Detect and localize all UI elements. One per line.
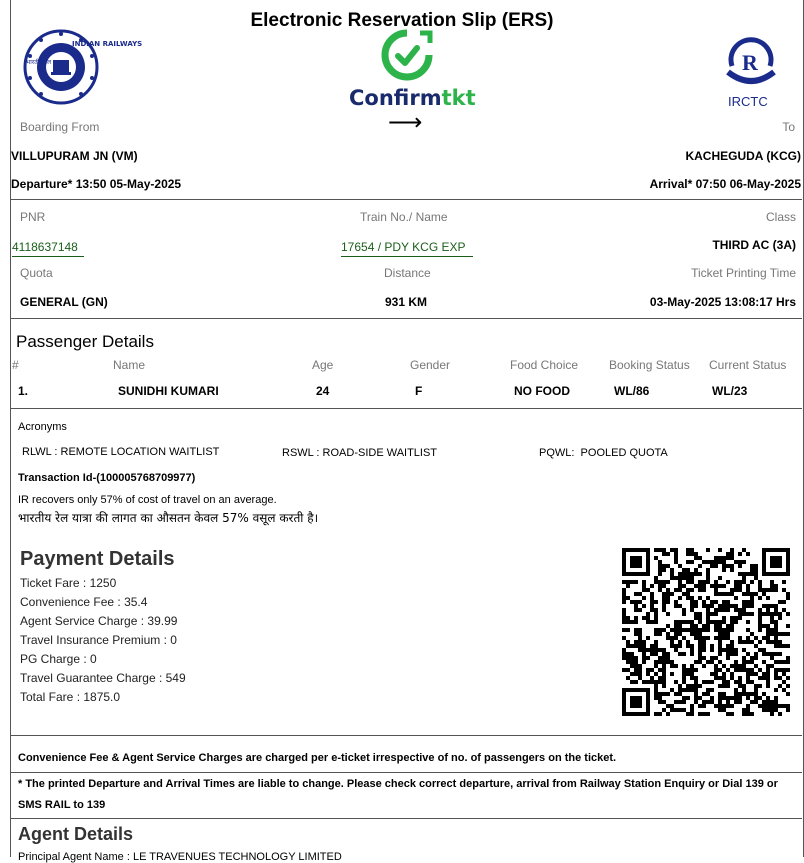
distance-label: Distance: [384, 266, 431, 280]
brand-confirm: Confirm: [349, 86, 442, 110]
pnr-label: PNR: [20, 210, 46, 224]
to-station: KACHEGUDA (KCG): [685, 149, 801, 163]
pg-charge: PG Charge : 0: [20, 652, 97, 666]
acronym-rswl: RSWL : ROAD-SIDE WAITLIST: [282, 447, 438, 459]
divider: [10, 199, 802, 200]
travel-guarantee-charge: Travel Guarantee Charge : 549: [20, 671, 186, 685]
indian-railways-logo: [22, 28, 143, 106]
page-title: Electronic Reservation Slip (ERS): [250, 10, 554, 31]
quota-label: Quota: [20, 266, 53, 280]
confirmtkt-wordmark: [349, 86, 476, 110]
distance-value: 931 KM: [385, 295, 428, 309]
agent-service-charge: Agent Service Charge : 39.99: [20, 614, 178, 628]
travel-insurance-premium: Travel Insurance Premium : 0: [20, 633, 177, 647]
confirmtkt-logo-icon: [382, 30, 432, 82]
principal-agent: Principal Agent Name : LE TRAVENUES TECHNOLOGY LIMITED: [18, 851, 342, 863]
passenger-food: NO FOOD: [514, 384, 570, 398]
pnr-underline: [12, 256, 84, 257]
passenger-current-status: WL/23: [712, 384, 748, 398]
passenger-gender: F: [415, 384, 423, 398]
convenience-fee: Convenience Fee : 35.4: [20, 595, 148, 609]
acronym-rlwl: RLWL : REMOTE LOCATION WAITLIST: [22, 446, 220, 458]
divider: [10, 318, 802, 319]
printing-label: Ticket Printing Time: [691, 266, 796, 280]
ir-note: IR recovers only 57% of cost of travel on an average.: [18, 494, 277, 506]
brand-tkt: tkt: [441, 86, 476, 110]
total-fare: Total Fare : 1875.0: [20, 690, 121, 704]
quota-value: GENERAL (GN): [20, 295, 108, 309]
train-underline: [341, 256, 473, 257]
train-value[interactable]: 17654 / PDY KCG EXP: [341, 240, 466, 254]
class-value: THIRD AC (3A): [712, 238, 796, 252]
payment-heading: Payment Details: [20, 548, 175, 570]
svg-text:भारतीय रेल: भारतीय रेल: [26, 59, 52, 66]
col-header-name: Name: [113, 358, 146, 372]
passenger-index: 1.: [18, 384, 29, 398]
acronyms-heading: Acronyms: [18, 421, 67, 433]
to-label: To: [782, 120, 795, 134]
divider: [10, 735, 802, 736]
times-note-line1: * The printed Departure and Arrival Times are liable to change. Please check correct departure, arrival from Railway Station Enquiry or Dial 139 or: [18, 778, 778, 790]
col-header-current-status: Current Status: [709, 358, 787, 372]
divider: [10, 818, 802, 819]
passenger-age: 24: [316, 384, 330, 398]
passenger-heading: Passenger Details: [16, 332, 154, 351]
irctc-logo-icon: [722, 32, 780, 90]
passenger-name: SUNIDHI KUMARI: [118, 384, 219, 398]
col-header-booking-status: Booking Status: [609, 358, 690, 372]
passenger-booking-status: WL/86: [614, 384, 650, 398]
svg-text:INDIAN RAILWAYS: INDIAN RAILWAYS: [72, 40, 143, 48]
acronym-pqwl: PQWL: POOLED QUOTA: [539, 447, 668, 459]
arrival-time: Arrival* 07:50 06-May-2025: [649, 177, 801, 191]
times-note-line2: SMS RAIL to 139: [18, 799, 106, 811]
departure-time: Departure* 13:50 05-May-2025: [11, 177, 182, 191]
payment-lines: [20, 574, 186, 707]
col-header-food: Food Choice: [510, 358, 579, 372]
ticket-fare: Ticket Fare : 1250: [20, 576, 117, 590]
class-label: Class: [765, 210, 796, 224]
divider: [10, 772, 802, 773]
from-station: VILLUPURAM JN (VM): [11, 149, 138, 163]
ir-note-hindi: भारतीय रेल यात्रा की लागत का औसतन केवल 57% वसूल करती है।: [18, 511, 319, 525]
divider: [10, 408, 802, 409]
svg-text:R: R: [742, 50, 758, 75]
train-label: Train No./ Name: [360, 210, 448, 224]
irctc-label: IRCTC: [728, 94, 768, 109]
col-header-age: Age: [312, 358, 334, 372]
journey-arrow: ⟶: [388, 109, 423, 136]
transaction-id: Transaction Id-(100005768709977): [18, 472, 196, 484]
boarding-from-label: Boarding From: [20, 120, 100, 134]
convenience-note: Convenience Fee & Agent Service Charges are charged per e-ticket irrespective of no. of passengers on the ticket.: [18, 752, 617, 764]
printing-value: 03-May-2025 13:08:17 Hrs: [649, 295, 796, 309]
qr-code: [622, 548, 790, 716]
agent-heading: Agent Details: [18, 824, 134, 844]
pnr-value[interactable]: 4118637148: [12, 240, 78, 254]
col-header-index: #: [12, 358, 19, 372]
col-header-gender: Gender: [410, 358, 451, 372]
